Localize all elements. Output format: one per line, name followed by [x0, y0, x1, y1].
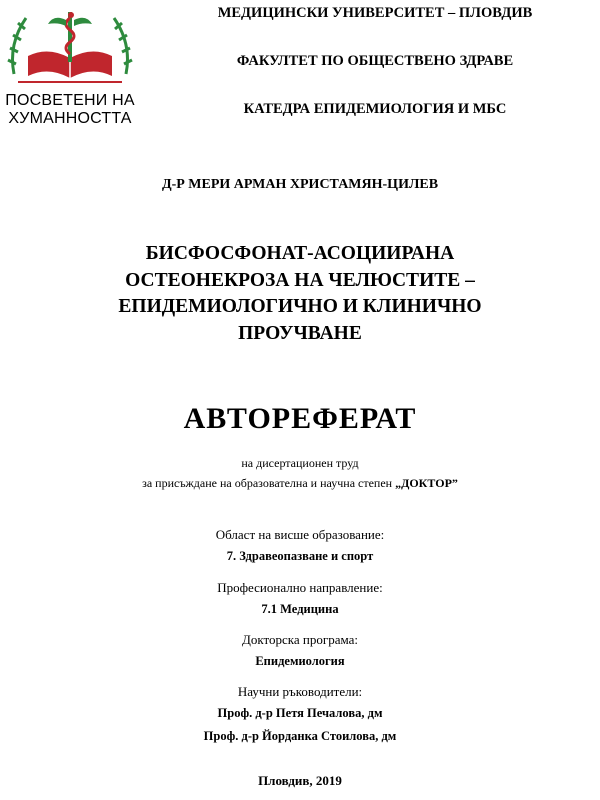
title-line: ПРОУЧВАНЕ: [238, 322, 362, 344]
logo-motto-line1: ПОСВЕТЕНИ НА: [5, 92, 135, 109]
supervisors-label: Научни ръководители:: [237, 684, 363, 699]
direction-label: Професионално направление:: [217, 580, 383, 595]
direction-value: 7.1 Медицина: [261, 602, 339, 616]
department-name: КАТЕДРА ЕПИДЕМИОЛОГИЯ И МБС: [243, 101, 507, 117]
supervisor-name: Проф. д-р Петя Печалова, дм: [217, 706, 383, 720]
dissertation-title: [0, 241, 600, 347]
faculty-name: ФАКУЛТЕТ ПО ОБЩЕСТВЕНО ЗДРАВЕ: [236, 53, 514, 69]
area-value: 7. Здравеопазване и спорт: [226, 549, 374, 563]
area-label: Област на висше образование:: [215, 527, 385, 542]
subtitle-degree-text: за присъждане на образователна и научна степен: [142, 476, 396, 490]
place-and-year: Пловдив, 2019: [258, 773, 342, 788]
title-line: ОСТЕОНЕКРОЗА НА ЧЕЛЮСТИТЕ –: [125, 269, 475, 291]
caduceus-book-emblem-icon: [4, 4, 136, 90]
supervisor-name: Проф. д-р Йорданка Стоилова, дм: [203, 729, 397, 743]
document-type-heading: АВТОРЕФЕРАТ: [183, 402, 417, 435]
logo-motto-line2: ХУМАННОСТТА: [8, 110, 132, 127]
program-label: Докторска програма:: [241, 632, 358, 647]
university-logo: [0, 0, 140, 130]
author-name: Д-Р МЕРИ АРМАН ХРИСТАМЯН-ЦИЛЕВ: [161, 177, 439, 192]
title-line: ЕПИДЕМИОЛОГИЧНО И КЛИНИЧНО: [118, 296, 482, 317]
university-name: МЕДИЦИНСКИ УНИВЕРСИТЕТ – ПЛОВДИВ: [217, 5, 533, 21]
subtitle-line1: на дисертационен труд: [241, 456, 359, 470]
title-line: БИСФОСФОНАТ-АСОЦИИРАНА: [145, 243, 455, 264]
degree-name: „ДОКТОР”: [395, 476, 458, 490]
subtitle-line2: [0, 476, 600, 491]
program-value: Епидемиология: [255, 654, 345, 668]
